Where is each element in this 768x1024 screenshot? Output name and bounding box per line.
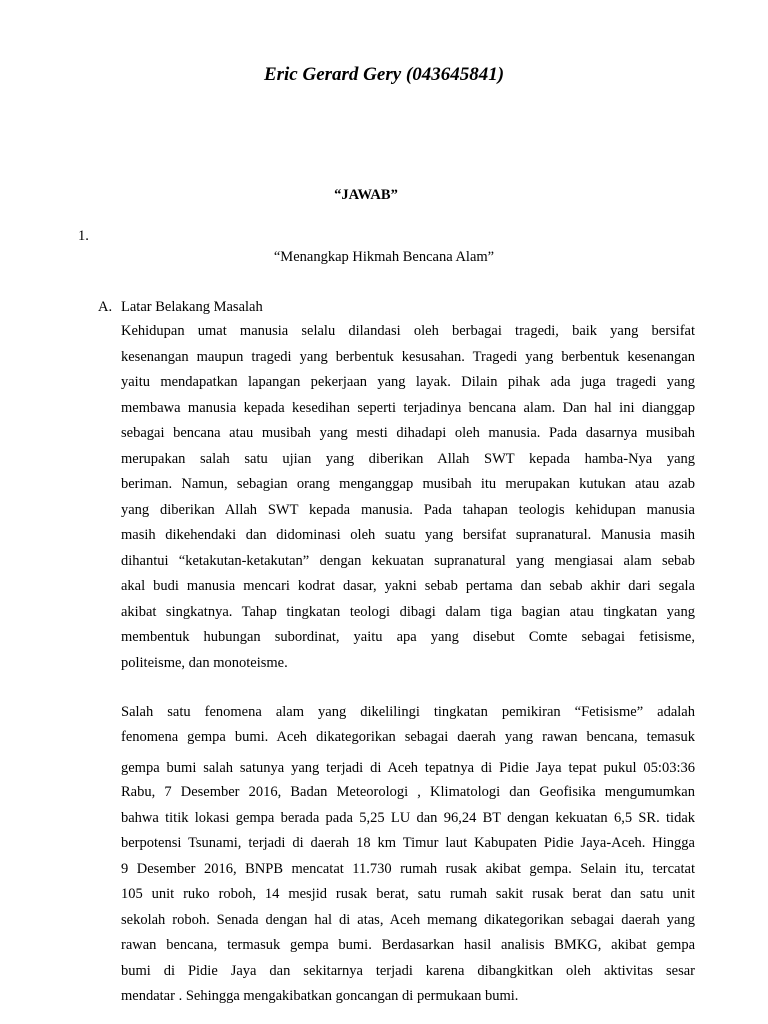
paragraph-line: beriman. Namun, sebagian orang menganggap musibah itu merupakan kutukan atau azab [121,476,695,492]
paragraph-line: 9 Desember 2016, BNPB mencatat 11.730 rumah rusak akibat gempa. Selain itu, tercatat [121,860,695,877]
paragraph-line: 105 unit ruko roboh, 14 mesjid rusak berat, satu rumah sakit rusak berat dan satu unit [121,886,695,902]
paragraph-line: dihantui “ketakutan-ketakutan” dengan kekuatan supranatural yang mengiasai alam sebab [121,552,695,569]
paragraph-line: fenomena gempa bumi. Aceh dikategorikan sebagai daerah yang rawan bencana, temasuk [121,729,695,745]
answer-heading: “JAWAB” [334,187,398,203]
paragraph-line: akal budi manusia mencari kodrat dasar, yakni sebab pertama dan sebab akhir dari segala [121,578,695,594]
paragraph-line: kesenangan maupun tragedi yang berbentuk kesusahan. Tragedi yang berbentuk kesenangan [121,348,695,365]
paragraph-line: Rabu, 7 Desember 2016, Badan Meteorologi , Klimatologi dan Geofisika mengumumkan [121,784,695,800]
section-letter: A. [98,299,113,315]
paragraph-line: merupakan salah satu ujian yang diberikan Allah SWT kepada hamba-Nya yang [121,450,695,467]
paragraph-line: membentuk hubungan subordinat, yaitu apa yang disebut Comte sebagai fetisisme, [121,629,695,645]
paragraph-line: masih dikehendaki dan didominasi oleh suatu yang bersifat supranatural. Manusia masih [121,527,695,543]
paragraph-line: berpotensi Tsunami, terjadi di daerah 18 km Timur laut Kabupaten Pidie Jaya-Aceh. Hingga [121,835,695,851]
paragraph-line: Salah satu fenomena alam yang dikelilingi tingkatan pemikiran “Fetisisme” adalah [121,704,695,720]
paragraph-line: membawa manusia kepada kesedihan seperti terjadinya bencana alam. Dan hal ini dianggap [121,399,695,416]
paragraph-line: sekolah roboh. Senada dengan hal di atas, Aceh memang dikategorikan sebagai daerah yang [121,911,695,928]
paragraph-line: sebagai bencana atau musibah yang mesti dihadapi oleh manusia. Pada dasarnya musibah [121,425,695,441]
paragraph-line: mendatar . Sehingga mengakibatkan goncangan di permukaan bumi. [121,988,519,1004]
question-number: 1. [78,228,89,244]
paragraph-line: rawan bencana, termasuk gempa bumi. Berdasarkan hasil analisis BMKG, akibat gempa [121,937,695,953]
paragraph-line: bahwa titik lokasi gempa berada pada 5,25 LU dan 96,24 BT dengan kekuatan 6,5 SR. tidak [121,809,695,826]
paragraph-line: gempa bumi salah satunya yang terjadi di Aceh tepatnya di Pidie Jaya tepat pukul 05:03:36 [121,760,695,776]
paragraph-line: yaitu mendapatkan lapangan pekerjaan yang layak. Dilain pihak ada juga tragedi yang [121,374,695,390]
paragraph-line: Kehidupan umat manusia selalu dilandasi oleh berbagai tragedi, baik yang bersifat [121,323,695,339]
paragraph-line: bumi di Pidie Jaya dan sekitarnya terjadi karena dibangkitkan oleh aktivitas sesar [121,962,695,979]
author-name: Eric Gerard Gery (043645841) [263,64,505,85]
paragraph-line: politeisme, dan monoteisme. [121,654,288,671]
section-title: Latar Belakang Masalah [121,299,263,315]
paragraph-line: yang diberikan Allah SWT kepada manusia. Pada tahapan teologis kehidupan manusia [121,501,695,518]
essay-title: “Menangkap Hikmah Bencana Alam” [273,249,495,265]
paragraph-line: akibat singkatnya. Tahap tingkatan teologi dibagi dalam tiga bagian atau tingkatan yang [121,603,695,620]
